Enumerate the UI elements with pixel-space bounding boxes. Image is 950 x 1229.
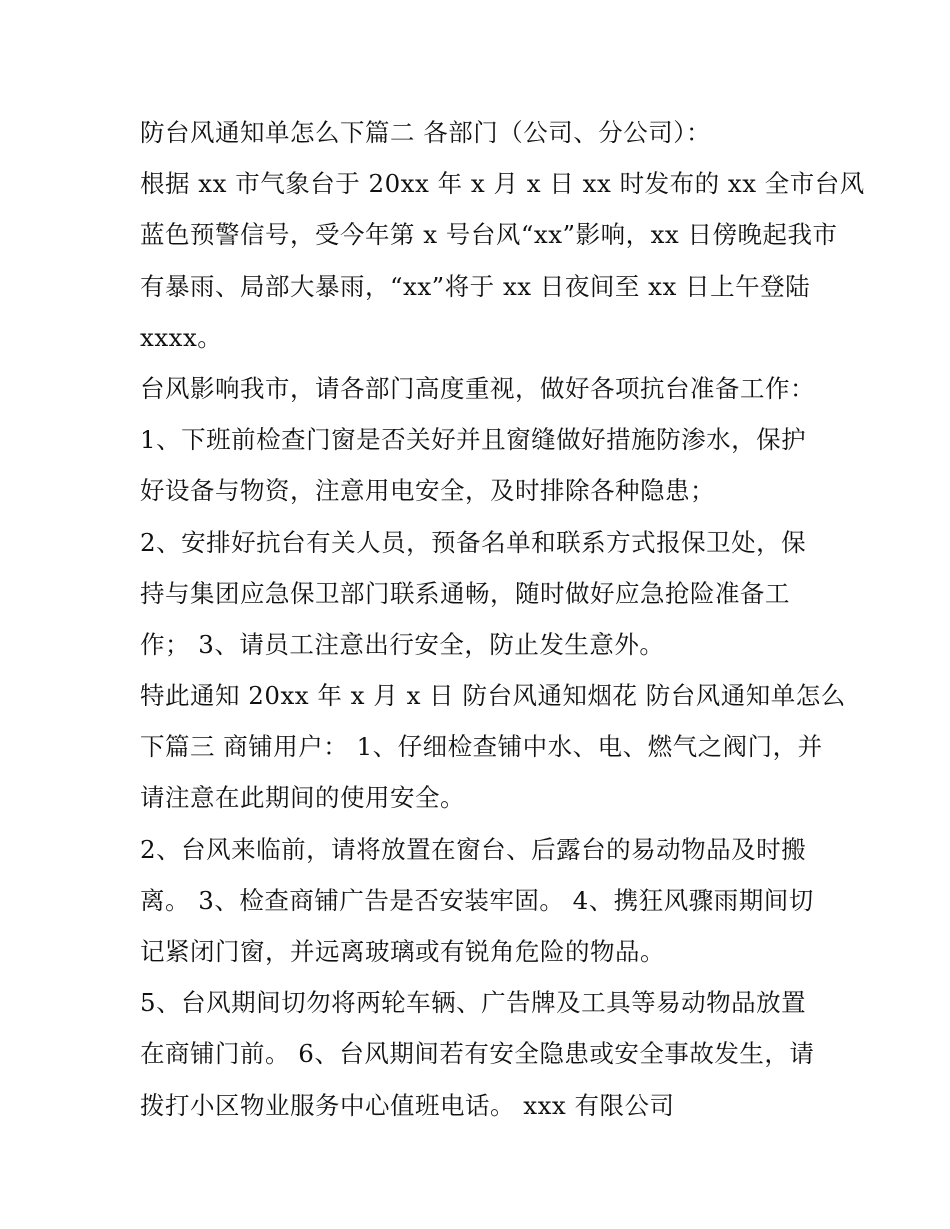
text-line: 在商铺门前。 6、台风期间若有安全隐患或安全事故发生，请 bbox=[140, 1039, 815, 1069]
text-line: 2、安排好抗台有关人员，预备名单和联系方式报保卫处，保 bbox=[140, 527, 807, 557]
text-line: 作； 3、请员工注意出行安全，防止发生意外。 bbox=[140, 629, 665, 659]
text-line: 5、台风期间切勿将两轮车辆、广告牌及工具等易动物品放置 bbox=[140, 988, 807, 1018]
text-line: 拨打小区物业服务中心值班电话。 xxx 有限公司 bbox=[140, 1090, 675, 1120]
text-line: 2、台风来临前，请将放置在窗台、后露台的易动物品及时搬 bbox=[140, 834, 807, 864]
text-line: 蓝色预警信号，受今年第 x 号台风“xx”影响，xx 日傍晚起我市 bbox=[140, 220, 838, 250]
text-line: 记紧闭门窗，并远离玻璃或有锐角危险的物品。 bbox=[140, 937, 665, 966]
text-line: 防台风通知单怎么下篇二 各部门（公司、分公司）： bbox=[140, 118, 712, 147]
text-line: 台风影响我市，请各部门高度重视，做好各项抗台准备工作： bbox=[140, 373, 815, 403]
text-line: 离。 3、检查商铺广告是否安装牢固。 4、携狂风骤雨期间切 bbox=[140, 885, 814, 915]
text-line: 根据 xx 市气象台于 20xx 年 x 月 x 日 xx 时发布的 xx 全市台风 bbox=[140, 169, 865, 199]
text-line: 下篇三 商铺用户： 1、仔细检查铺中水、电、燃气之阀门，并 bbox=[140, 732, 823, 762]
text-line: 有暴雨、局部大暴雨，“xx”将于 xx 日夜间至 xx 日上午登陆 bbox=[140, 271, 811, 301]
text-line: 1、下班前检查门窗是否关好并且窗缝做好措施防渗水，保护 bbox=[140, 425, 807, 455]
text-line: 特此通知 20xx 年 x 月 x 日 防台风通知烟花 防台风通知单怎么 bbox=[140, 681, 846, 711]
text-line: 好设备与物资，注意用电安全，及时排除各种隐患； bbox=[140, 476, 715, 506]
document-body bbox=[140, 107, 865, 1131]
text-line: 请注意在此期间的使用安全。 bbox=[140, 783, 465, 813]
text-line: 持与集团应急保卫部门联系通畅，随时做好应急抢险准备工 bbox=[140, 578, 790, 608]
text-line: xxxx。 bbox=[140, 322, 223, 352]
